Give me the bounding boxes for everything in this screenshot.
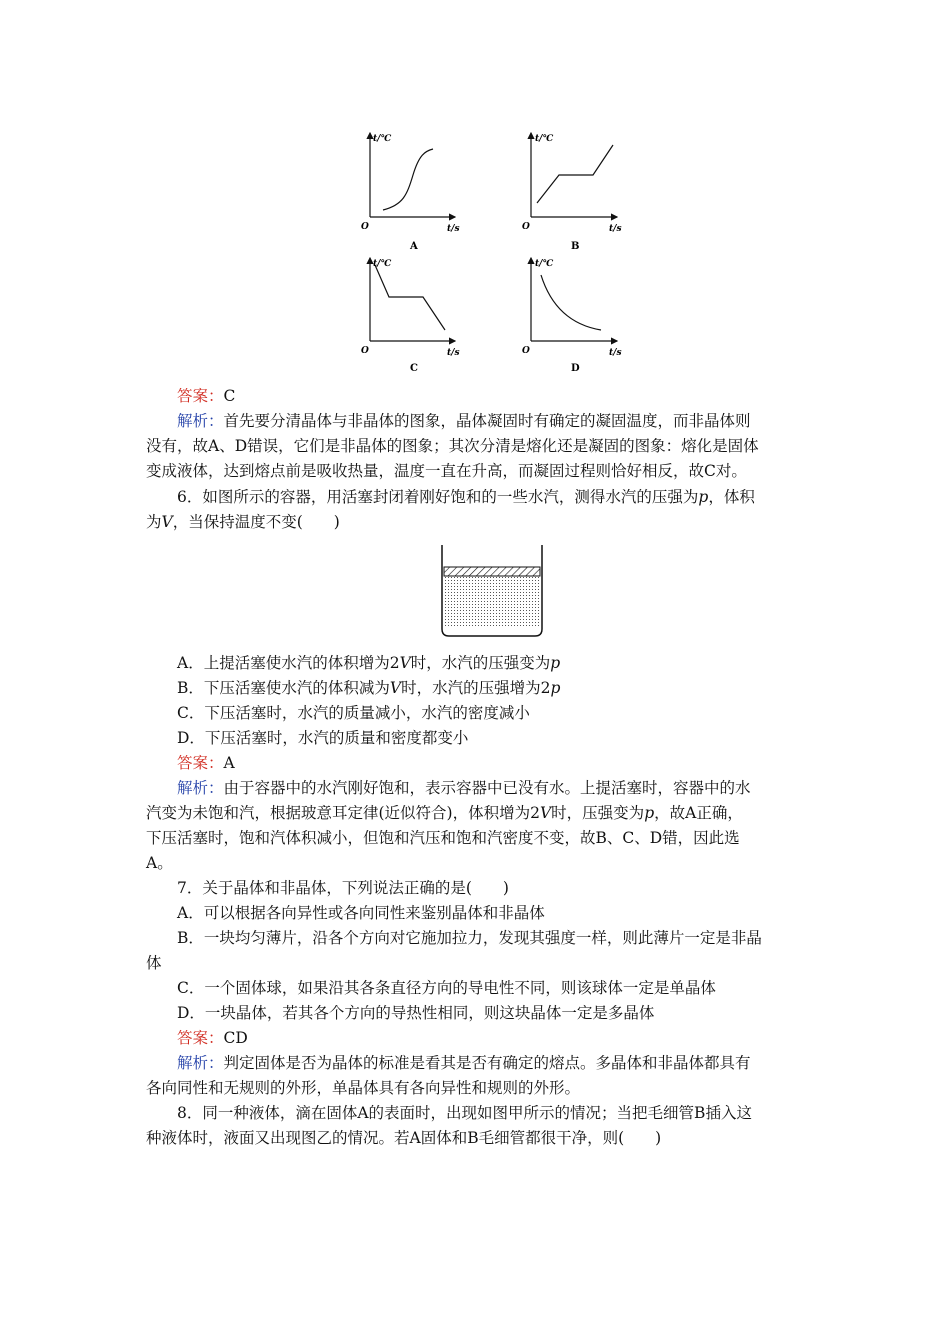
q6-analysis-v: V (539, 804, 552, 822)
q5-analysis-label: 解析： (177, 412, 224, 430)
q7-option-a: A．可以根据各向异性或各向同性来鉴别晶体和非晶体 (177, 904, 545, 922)
graph-a-caption: A (410, 241, 418, 252)
q7-answer-value: CD (223, 1029, 248, 1047)
q7-answer (177, 1026, 811, 1051)
graph-c-origin: O (361, 346, 369, 356)
q7-analysis-label: 解析： (177, 1054, 224, 1072)
q6-analysis-text-2c: ，故A正确， (654, 804, 743, 822)
q6-option-a-text-b: 时，水汽的压强变为 (410, 654, 551, 672)
saturated-vapor (444, 576, 540, 628)
q6-stem-text-1b: ，体积 (708, 488, 755, 506)
q6-analysis-label: 解析： (177, 779, 224, 797)
q6-option-b-v: V (389, 679, 402, 697)
q6-stem-text-2b: ，当保持温度不变( ) (172, 513, 340, 531)
q5-analysis-line-1 (177, 409, 811, 434)
q7-stem: 7．关于晶体和非晶体，下列说法正确的是( ) (177, 879, 509, 897)
q7-option-c: C．一个固体球，如果沿其各条直径方向的导电性不同，则该球体一定是单晶体 (177, 979, 716, 997)
graph-d (522, 258, 622, 374)
q6-stem-text-1: 6．如图所示的容器，用活塞封闭着刚好饱和的一些水汽，测得水汽的压强为 (177, 488, 699, 506)
graph-b-y-label: t/℃ (535, 134, 554, 144)
graph-d-y-label: t/℃ (535, 259, 554, 269)
q6-option-c: C．下压活塞时，水汽的质量减小，水汽的密度减小 (177, 704, 530, 722)
q6-option-b (177, 676, 811, 701)
q6-option-b-text-b: 时，水汽的压强增为2 (401, 679, 551, 697)
q5-answer-value: C (223, 387, 236, 405)
q7-analysis-line-2: 各向同性和无规则的外形，单晶体具有各向异性和规则的外形。 (146, 1079, 581, 1097)
q5-answer-label: 答案： (177, 387, 224, 405)
q8-stem-line-1: 8．同一种液体，滴在固体A的表面时，出现如图甲所示的情况；当把毛细管B插入这 (177, 1104, 752, 1122)
graph-c (361, 258, 460, 374)
q6-option-b-p: p (550, 679, 561, 697)
graph-d-caption: D (571, 363, 580, 374)
q6-analysis-text-1: 由于容器中的水汽刚好饱和，表示容器中已没有水。上提活塞时，容器中的水 (223, 779, 751, 797)
q6-answer-label: 答案： (177, 754, 224, 772)
q6-option-a-v: V (399, 654, 411, 672)
q7-option-b-line-1: B．一块均匀薄片，沿各个方向对它施加拉力，发现其强度一样，则此薄片一定是非晶 (177, 929, 762, 947)
q6-option-d: D．下压活塞时，水汽的质量和密度都变小 (177, 729, 469, 747)
graph-a-origin: O (361, 222, 369, 232)
graph-d-origin: O (522, 346, 530, 356)
q5-analysis-text-1: 首先要分清晶体与非晶体的图象，晶体凝固时有确定的凝固温度，而非晶体则 (223, 412, 751, 430)
q5-analysis-line-3: 变成液体，达到熔点前是吸收热量，温度一直在升高，而凝固过程则恰好相反，故C对。 (146, 462, 747, 480)
q6-option-b-text: B．下压活塞使水汽的体积减为 (177, 679, 390, 697)
q6-option-a-text: A．上提活塞使水汽的体积增为2 (177, 654, 400, 672)
graph-c-y-label: t/℃ (373, 259, 392, 269)
q6-stem-v: V (161, 513, 173, 531)
q7-analysis-text-1: 判定固体是否为晶体的标准是看其是否有确定的熔点。多晶体和非晶体都具有 (223, 1054, 751, 1072)
q7-option-d: D．一块晶体，若其各个方向的导热性相同，则这块晶体一定是多晶体 (177, 1004, 655, 1022)
q6-answer (177, 751, 811, 776)
q6-analysis-line-2 (146, 801, 811, 826)
q6-answer-value: A (223, 754, 235, 772)
q6-option-a-p: p (550, 654, 561, 672)
q6-stem-p: p (698, 488, 709, 506)
q6-analysis-text-2a: 汽变为未饱和汽，根据玻意耳定律(近似符合)，体积增为2 (146, 804, 540, 822)
q6-stem-line-1 (177, 485, 811, 510)
q6-analysis-p: p (644, 804, 655, 822)
graph-a-y-label: t/℃ (373, 134, 392, 144)
q6-option-a (177, 651, 811, 676)
piston-container-diagram (438, 543, 546, 639)
graph-d-x-label: t/s (609, 348, 622, 358)
q6-analysis-text-2b: 时，压强变为 (551, 804, 645, 822)
graph-c-caption: C (410, 363, 418, 374)
q6-stem-text-2a: 为 (146, 513, 162, 531)
graph-c-x-label: t/s (447, 348, 460, 358)
graph-b-origin: O (522, 222, 530, 232)
q6-analysis-line-1 (177, 776, 811, 801)
graph-b-x-label: t/s (609, 224, 622, 234)
q8-stem-line-2: 种液体时，液面又出现图乙的情况。若A固体和B毛细管都很干净，则( ) (146, 1129, 662, 1147)
graph-b (522, 133, 622, 252)
piston (444, 567, 540, 576)
graph-a-x-label: t/s (447, 224, 460, 234)
q5-answer (177, 384, 811, 409)
q6-stem-line-2 (146, 510, 811, 535)
temperature-time-graphs (355, 125, 635, 375)
q7-analysis-line-1 (177, 1051, 811, 1076)
graph-a (361, 133, 460, 252)
graph-b-caption: B (571, 241, 580, 252)
q7-answer-label: 答案： (177, 1029, 224, 1047)
q5-analysis-line-2: 没有，故A、D错误，它们是非晶体的图象；其次分清是熔化还是凝固的图象：熔化是固体 (146, 437, 759, 455)
q6-analysis-line-3: 下压活塞时，饱和汽体积减小，但饱和汽压和饱和汽密度不变，故B、C、D错，因此选 (146, 829, 740, 847)
q6-analysis-line-4: A。 (146, 854, 173, 872)
q7-option-b-line-2: 体 (146, 954, 162, 972)
